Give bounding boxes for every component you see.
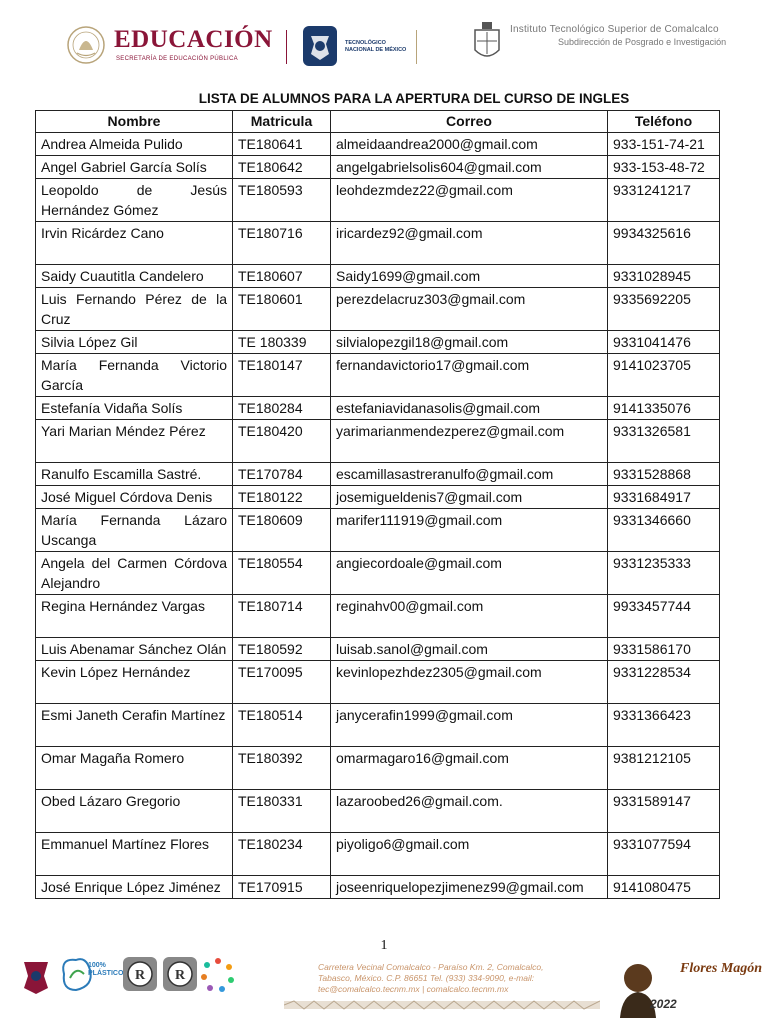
cell-nombre: Angel Gabriel García Solís: [36, 156, 233, 179]
cell-correo: kevinlopezhdez2305@gmail.com: [331, 661, 608, 704]
address-line-1: Carretera Vecinal Comalcalco - Paraíso Km. 2, Comalcalco,: [318, 962, 544, 972]
cell-nombre: Irvin Ricárdez Cano: [36, 222, 233, 265]
cell-matricula: TE180601: [233, 288, 331, 331]
cell-telefono: 9331241217: [608, 179, 720, 222]
cell-telefono: 9335692205: [608, 288, 720, 331]
educacion-wordmark: EDUCACIÓN: [114, 26, 273, 53]
cell-telefono: 9331528868: [608, 463, 720, 486]
table-row: [36, 354, 720, 397]
mexico-seal-icon: [66, 22, 106, 68]
cell-nombre: María Fernanda Lázaro Uscanga: [36, 509, 233, 552]
cell-telefono: 9331586170: [608, 638, 720, 661]
registered-mark-icon-2: [162, 956, 198, 992]
cell-nombre: Angela del Carmen Córdova Alejandro: [36, 552, 233, 595]
cell-matricula: TE180642: [233, 156, 331, 179]
cell-nombre: José Miguel Córdova Denis: [36, 486, 233, 509]
cell-nombre: Esmi Janeth Cerafin Martínez: [36, 704, 233, 747]
cell-matricula: TE180641: [233, 133, 331, 156]
table-row: [36, 747, 720, 790]
cell-telefono: 9331589147: [608, 790, 720, 833]
cell-nombre: Kevin López Hernández: [36, 661, 233, 704]
cell-telefono: 9331346660: [608, 509, 720, 552]
cell-correo: yarimarianmendezperez@gmail.com: [331, 420, 608, 463]
cell-correo: fernandavictorio17@gmail.com: [331, 354, 608, 397]
cell-correo: silvialopezgil18@gmail.com: [331, 331, 608, 354]
plastic-badge-text: 100% PLÁSTICO: [88, 962, 124, 977]
cell-matricula: TE180147: [233, 354, 331, 397]
institution-name: Instituto Tecnológico Superior de Comalcalco: [510, 24, 719, 35]
address-line-3: tec@comalcalco.tecnm.mx | comalcalco.tecnm.mx: [318, 984, 509, 994]
cell-matricula: TE180714: [233, 595, 331, 638]
cell-nombre: Omar Magaña Romero: [36, 747, 233, 790]
cell-correo: estefaniavidanasolis@gmail.com: [331, 397, 608, 420]
document-title: LISTA DE ALUMNOS PARA LA APERTURA DEL CURSO DE INGLES: [198, 91, 630, 106]
cell-matricula: TE180234: [233, 833, 331, 876]
cell-matricula: TE 180339: [233, 331, 331, 354]
cell-telefono: 9141023705: [608, 354, 720, 397]
cell-nombre: Silvia López Gil: [36, 331, 233, 354]
cell-correo: omarmagaro16@gmail.com: [331, 747, 608, 790]
footer-address: [318, 962, 544, 995]
cell-correo: piyoligo6@gmail.com: [331, 833, 608, 876]
table-header-row: [36, 111, 720, 133]
cell-correo: joseenriquelopezjimenez99@gmail.com: [331, 876, 608, 899]
year-label: 2022: [650, 997, 677, 1011]
table-row: [36, 833, 720, 876]
cell-matricula: TE180420: [233, 420, 331, 463]
cell-correo: luisab.sanol@gmail.com: [331, 638, 608, 661]
cell-telefono: 9331326581: [608, 420, 720, 463]
cell-matricula: TE180331: [233, 790, 331, 833]
cell-nombre: Saidy Cuautitla Candelero: [36, 265, 233, 288]
subdireccion-name: Subdirección de Posgrado e Investigación: [558, 37, 727, 47]
cell-correo: lazaroobed26@gmail.com.: [331, 790, 608, 833]
cell-matricula: TE180592: [233, 638, 331, 661]
inclusion-circle-icon: [198, 954, 238, 994]
col-header-matricula: Matricula: [233, 111, 331, 133]
address-line-2: Tabasco, México. C.P. 86651 Tel. (933) 334-9090, e-mail:: [318, 973, 535, 983]
cell-correo: reginahv00@gmail.com: [331, 595, 608, 638]
registered-mark-icon: [122, 956, 158, 992]
table-row: [36, 509, 720, 552]
cell-telefono: 9934325616: [608, 222, 720, 265]
cell-nombre: Luis Fernando Pérez de la Cruz: [36, 288, 233, 331]
cell-telefono: 933-153-48-72: [608, 156, 720, 179]
table-row: [36, 463, 720, 486]
table-row: [36, 790, 720, 833]
cell-correo: iricardez92@gmail.com: [331, 222, 608, 265]
cell-matricula: TE170915: [233, 876, 331, 899]
col-header-nombre: Nombre: [36, 111, 233, 133]
cell-matricula: TE180716: [233, 222, 331, 265]
svg-text:R: R: [134, 968, 146, 983]
cell-nombre: Luis Abenamar Sánchez Olán: [36, 638, 233, 661]
cell-nombre: Regina Hernández Vargas: [36, 595, 233, 638]
table-row: [36, 638, 720, 661]
cell-correo: escamillasastreranulfo@gmail.com: [331, 463, 608, 486]
tecnm-logo-icon: [301, 24, 339, 68]
cell-telefono: 9141080475: [608, 876, 720, 899]
table-row: [36, 331, 720, 354]
table-row: [36, 222, 720, 265]
cell-matricula: TE180122: [233, 486, 331, 509]
cell-telefono: 9331077594: [608, 833, 720, 876]
cell-telefono: 933-151-74-21: [608, 133, 720, 156]
svg-text:R: R: [174, 968, 186, 983]
cell-telefono: 9141335076: [608, 397, 720, 420]
tecnm-footer-logo-icon: [20, 956, 52, 996]
cell-correo: perezdelacruz303@gmail.com: [331, 288, 608, 331]
table-row: [36, 876, 720, 899]
cell-matricula: TE180593: [233, 179, 331, 222]
cell-telefono: 9331028945: [608, 265, 720, 288]
cell-matricula: TE180284: [233, 397, 331, 420]
header-divider-2: [416, 30, 417, 64]
cell-telefono: 9381212105: [608, 747, 720, 790]
cell-telefono: 9331235333: [608, 552, 720, 595]
cell-matricula: TE180607: [233, 265, 331, 288]
cell-correo: josemigueldenis7@gmail.com: [331, 486, 608, 509]
table-row: [36, 156, 720, 179]
header-divider: [286, 30, 287, 64]
cell-nombre: Yari Marian Méndez Pérez: [36, 420, 233, 463]
col-header-telefono: Teléfono: [608, 111, 720, 133]
table-row: [36, 552, 720, 595]
cell-matricula: TE170095: [233, 661, 331, 704]
table-row: [36, 133, 720, 156]
year-honoree-name: Flores Magón: [680, 961, 763, 976]
tecnm-line2: NACIONAL DE MÉXICO: [345, 47, 407, 53]
cell-nombre: Leopoldo de Jesús Hernández Gómez: [36, 179, 233, 222]
cell-telefono: 9331228534: [608, 661, 720, 704]
table-row: [36, 661, 720, 704]
table-row: [36, 288, 720, 331]
cell-correo: angiecordoale@gmail.com: [331, 552, 608, 595]
table-row: [36, 486, 720, 509]
cell-nombre: Emmanuel Martínez Flores: [36, 833, 233, 876]
table-row: [36, 179, 720, 222]
cell-correo: angelgabrielsolis604@gmail.com: [331, 156, 608, 179]
cell-nombre: Estefanía Vidaña Solís: [36, 397, 233, 420]
col-header-correo: Correo: [331, 111, 608, 133]
cell-matricula: TE180392: [233, 747, 331, 790]
cell-correo: almeidaandrea2000@gmail.com: [331, 133, 608, 156]
cell-matricula: TE170784: [233, 463, 331, 486]
cell-matricula: TE180609: [233, 509, 331, 552]
table-row: [36, 265, 720, 288]
table-row: [36, 397, 720, 420]
institute-crest-icon: [472, 20, 502, 64]
decorative-pattern-strip: [284, 998, 600, 1012]
roster-body: [36, 133, 720, 899]
tecnm-wordmark: [345, 40, 406, 54]
cell-telefono: 9331366423: [608, 704, 720, 747]
sep-subtitle: SECRETARÍA DE EDUCACIÓN PÚBLICA: [116, 56, 238, 62]
tecnm-line1: TECNOLÓGICO: [345, 40, 386, 46]
cell-correo: Saidy1699@gmail.com: [331, 265, 608, 288]
cell-telefono: 9331041476: [608, 331, 720, 354]
cell-correo: janycerafin1999@gmail.com: [331, 704, 608, 747]
table-row: [36, 420, 720, 463]
cell-telefono: 9331684917: [608, 486, 720, 509]
page-number: 1: [380, 938, 388, 953]
cell-nombre: María Fernanda Victorio García: [36, 354, 233, 397]
cell-telefono: 9933457744: [608, 595, 720, 638]
cell-correo: leohdezmdez22@gmail.com: [331, 179, 608, 222]
cell-nombre: Ranulfo Escamilla Sastré.: [36, 463, 233, 486]
table-row: [36, 595, 720, 638]
table-row: [36, 704, 720, 747]
cell-matricula: TE180554: [233, 552, 331, 595]
cell-nombre: Obed Lázaro Gregorio: [36, 790, 233, 833]
cell-correo: marifer111919@gmail.com: [331, 509, 608, 552]
student-roster-table: [35, 110, 720, 899]
cell-matricula: TE180514: [233, 704, 331, 747]
cell-nombre: Andrea Almeida Pulido: [36, 133, 233, 156]
cell-nombre: José Enrique López Jiménez: [36, 876, 233, 899]
page-header: [0, 0, 768, 80]
